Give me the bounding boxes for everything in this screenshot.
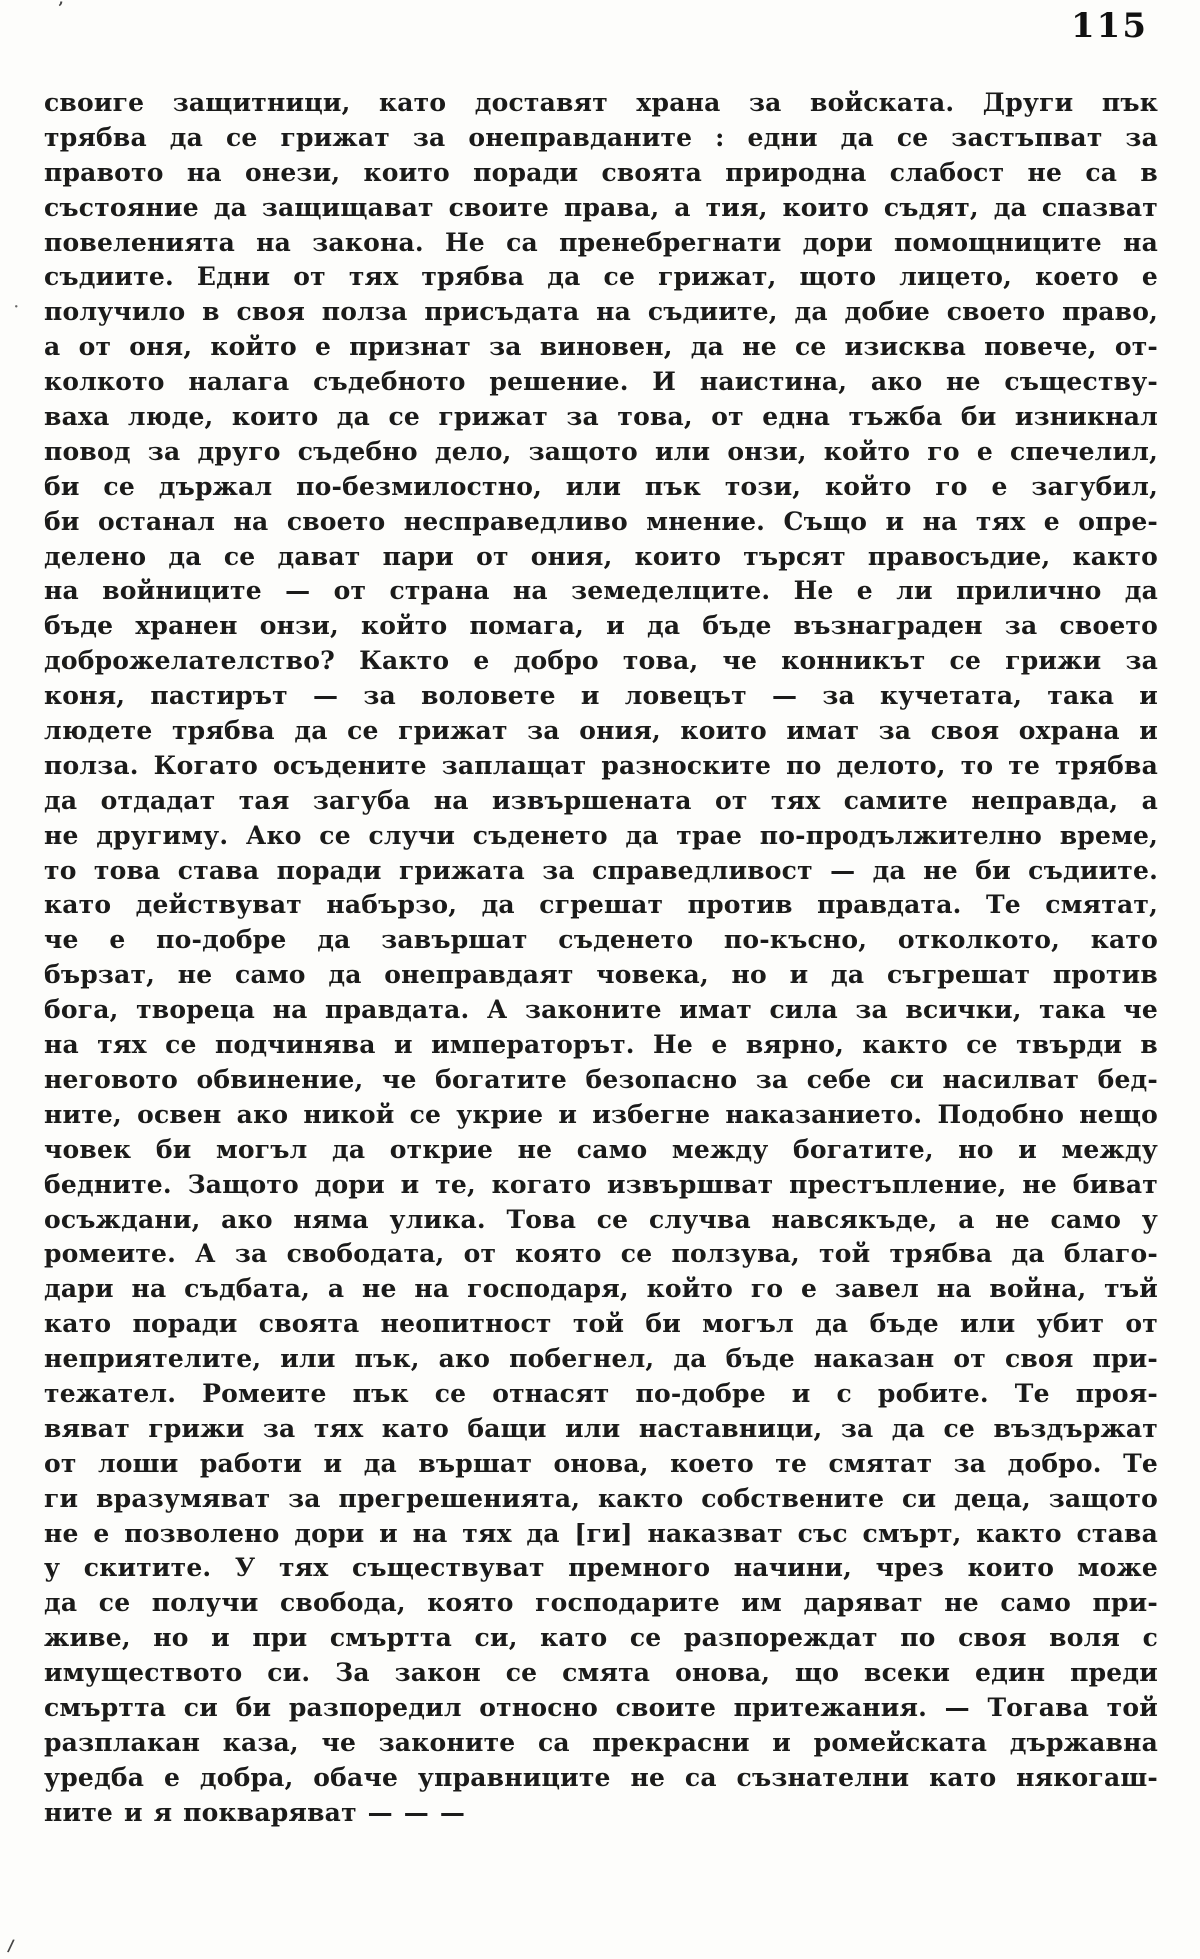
- text-line: да отдадат тая загуба на извършената от тях самите неправда, а: [44, 785, 1158, 815]
- text-line: ваха люде, които да се грижат за това, от една тъжба би изникнал: [44, 402, 1158, 432]
- text-line: вяват грижи за тях като бащи или наставници, за да се въздържат: [44, 1413, 1158, 1443]
- text-line: ните и я покваряват — — —: [44, 1797, 466, 1827]
- text-line: бедните. Защото дори и те, когато извършват престъпление, не биват: [44, 1169, 1158, 1199]
- text-line: тежател. Ромеите пък се отнасят по-добре и с робите. Те проя-: [44, 1378, 1158, 1408]
- text-line: да се получи свобода, която господарите им даряват не само при-: [44, 1588, 1158, 1618]
- text-line: съдиите. Едни от тях трябва да се грижат, щото лицето, което е: [44, 262, 1158, 292]
- text-line: неприятелите, или пък, ако побегнел, да бъде наказан от своя при-: [44, 1344, 1158, 1374]
- text-line: бъде хранен онзи, който помага, и да бъде възнаграден за своето: [44, 611, 1158, 641]
- text-line: людете трябва да се грижат за ония, които имат за своя охрана и: [44, 716, 1158, 746]
- text-line: смъртта си би разпоредил относно своите притежания. — Тогава той: [44, 1692, 1158, 1722]
- scan-speck-left-margin: ·: [14, 300, 19, 315]
- text-line: като действуват набързо, да сгрешат против правдата. Те смятат,: [44, 890, 1158, 920]
- text-line: уредба е добра, обаче управниците не са съзнателни като някогаш-: [44, 1762, 1158, 1792]
- text-line: човек би могъл да открие не само между богатите, но и между: [44, 1134, 1158, 1164]
- text-line: като поради своята неопитност той би могъл да бъде или убит от: [44, 1309, 1158, 1339]
- body-text: [44, 86, 1158, 1831]
- text-line: не е позволено дори и на тях да [ги] наказват със смърт, както става: [44, 1518, 1158, 1548]
- text-line: получило в своя полза присъдата на съдиите, да добие своето право,: [44, 297, 1158, 327]
- text-line: а от оня, който е признат за виновен, да не се изисква повече, от-: [44, 332, 1158, 362]
- text-line: би останал на своето несправедливо мнение. Също и на тях е опре-: [44, 506, 1158, 536]
- text-line: повеленията на закона. Не са пренебрегнати дори помощниците на: [44, 227, 1158, 257]
- scan-speck-bottom-left: /: [6, 1935, 16, 1956]
- text-line: би се държал по-безмилостно, или пък този, който го е загубил,: [44, 471, 1158, 501]
- text-line: правото на онези, които поради своята природна слабост не са в: [44, 157, 1158, 187]
- text-line: имуществото си. За закон се смята онова, що всеки един преди: [44, 1658, 1158, 1688]
- text-line: на войниците — от страна на земеделците. Не е ли прилично да: [44, 576, 1158, 606]
- text-line: не другиму. Ако се случи съденето да трае по-продължително време,: [44, 820, 1158, 850]
- text-line: на тях се подчинява и императорът. Не е вярно, както се твърди в: [44, 1030, 1158, 1060]
- text-line: ните, освен ако никой се укрие и избегне наказанието. Подобно нещо: [44, 1099, 1158, 1129]
- text-line: повод за друго съдебно дело, защото или онзи, който го е спечелил,: [44, 436, 1158, 466]
- text-line: доброжелателство? Както е добро това, че конникът се грижи за: [44, 646, 1158, 676]
- text-line: от лоши работи и да вършат онова, което те смятат за добро. Те: [44, 1448, 1158, 1478]
- text-line: полза. Когато осъдените заплащат разноските по делото, то те трябва: [44, 750, 1158, 780]
- text-line: ги вразумяват за прегрешенията, както собствените си деца, защото: [44, 1483, 1158, 1513]
- text-line: делено да се дават пари от ония, които търсят правосъдие, както: [44, 541, 1158, 571]
- text-line: разплакан каза, че законите са прекрасни и ромейската държавна: [44, 1727, 1158, 1757]
- text-line: трябва да се грижат за онеправданите : едни да се застъпват за: [44, 122, 1158, 152]
- page-number: 115: [1071, 6, 1148, 46]
- text-line: състояние да защищават своите права, а тия, които съдят, да спазват: [44, 192, 1158, 222]
- scan-speck-top-left: ’: [58, 0, 64, 17]
- text-line: своиге защитници, като доставят храна за войската. Други пък: [44, 88, 1158, 117]
- text-line: то това става поради грижата за справедливост — да не би съдиите.: [44, 855, 1158, 885]
- text-line: дари на съдбата, а не на господаря, който го е завел на война, тъй: [44, 1274, 1158, 1304]
- text-line: осъждани, ако няма улика. Това се случва навсякъде, а не само у: [44, 1204, 1158, 1234]
- text-line: колкото налага съдебното решение. И наистина, ако не съществу-: [44, 367, 1158, 397]
- text-line: неговото обвинение, че богатите безопасно за себе си насилват бед-: [44, 1064, 1158, 1094]
- text-line: бога, твореца на правдата. А законите имат сила за всички, така че: [44, 995, 1158, 1025]
- text-line: ромеите. А за свободата, от която се ползува, той трябва да благо-: [44, 1239, 1158, 1269]
- text-line: бързат, не само да онеправдаят човека, но и да съгрешат против: [44, 960, 1158, 990]
- text-line: у скитите. У тях съществуват премного начини, чрез които може: [44, 1553, 1158, 1583]
- text-line: коня, пастирът — за воловете и ловецът — за кучетата, така и: [44, 681, 1158, 711]
- text-line: че е по-добре да завършат съденето по-късно, отколкото, като: [44, 925, 1158, 955]
- text-line: живе, но и при смъртта си, като се разпореждат по своя воля с: [44, 1623, 1158, 1653]
